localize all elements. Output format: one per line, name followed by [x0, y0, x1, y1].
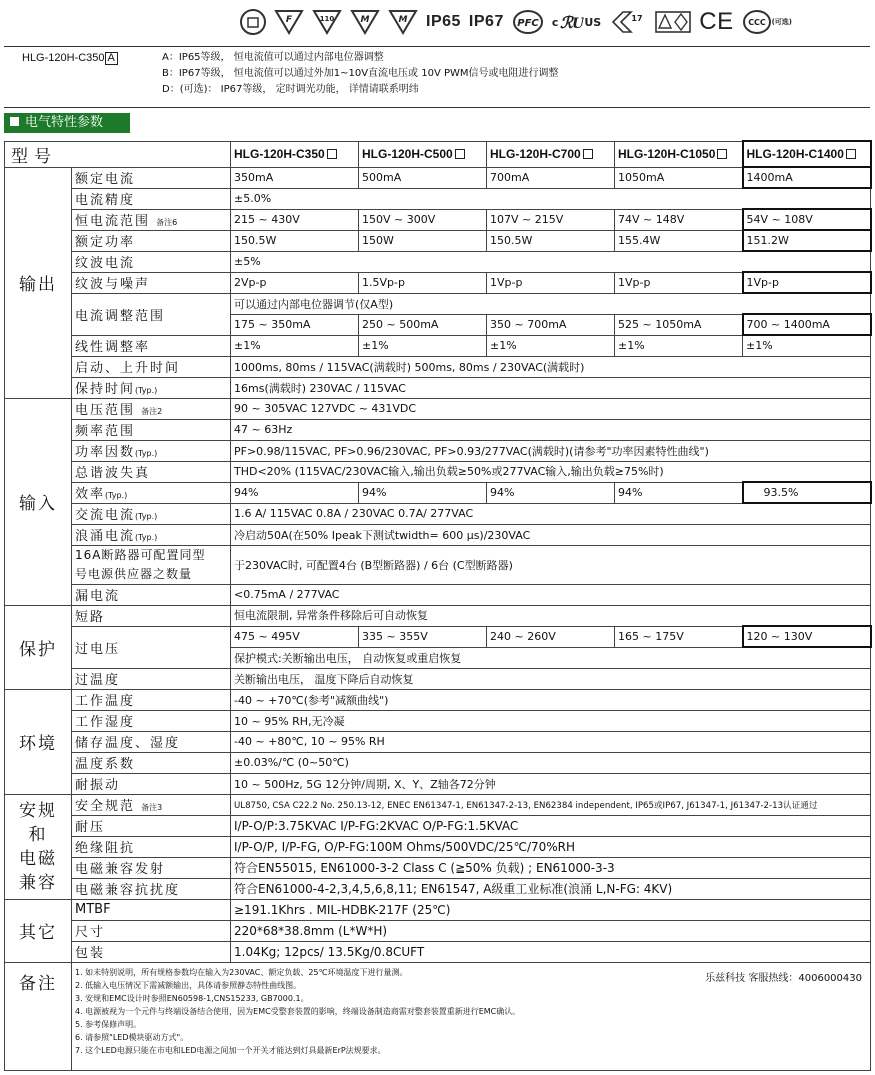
- table-row: [5, 251, 871, 272]
- row-label: [72, 482, 231, 503]
- mm-mark-text: M: [398, 15, 408, 25]
- cell: 107V ~ 215V: [487, 209, 615, 230]
- model-name: [22, 52, 118, 65]
- spec-table: [4, 140, 872, 1071]
- row-label-note: (Typ.): [135, 386, 158, 395]
- checkbox-square-icon: [583, 149, 593, 159]
- header-label: 型号: [5, 141, 231, 167]
- checkbox-square-icon: [846, 149, 856, 159]
- cell: -40 ~ +80℃, 10 ~ 95% RH: [231, 731, 871, 752]
- table-row: [5, 335, 871, 356]
- row-label: 启动、上升时间: [72, 356, 231, 377]
- table-row: [5, 419, 871, 440]
- cell: 525 ~ 1050mA: [615, 314, 743, 335]
- model-notes: [162, 50, 559, 98]
- note-item: 2. 低输入电压情况下需减额输出，具体请参照静态特性曲线图。: [75, 980, 302, 990]
- row-label-line-2: 号电源供应器之数量: [75, 566, 193, 581]
- group-input: 输入: [5, 398, 72, 605]
- table-row: [5, 377, 871, 398]
- row-label-note: 备注3: [141, 803, 163, 812]
- table-row: [5, 668, 871, 689]
- row-label: 额定电流: [72, 167, 231, 188]
- model-note-b: B：IP67等级， 恒电流值可以通过外加1~10V直流电压或 10V PWM信号或电阻进行调整: [162, 68, 559, 79]
- cell: 1.6 A/ 115VAC 0.8A / 230VAC 0.7A/ 277VAC: [231, 503, 871, 524]
- row-label-text: 电压范围: [75, 403, 136, 418]
- cell: 2Vp-p: [231, 272, 359, 293]
- cell: 冷启动50A(在50% Ipeak下测试twidth= 600 μs)/230VAC: [231, 524, 871, 545]
- table-row: [5, 272, 871, 293]
- cell: 240 ~ 260V: [487, 626, 615, 647]
- row-label: 额定功率: [72, 230, 231, 251]
- table-row: [5, 731, 871, 752]
- group-line: 安规: [19, 800, 57, 821]
- ignition-protection-icon: [240, 9, 266, 35]
- row-label: [72, 545, 231, 584]
- cell: ±1%: [487, 335, 615, 356]
- row-label: 电流精度: [72, 188, 231, 209]
- table-row: [5, 899, 871, 920]
- table-row: [5, 626, 871, 647]
- table-row: [5, 689, 871, 710]
- f-mark-icon: [274, 9, 304, 35]
- cell: 保护模式:关断输出电压， 自动恢复或重启恢复: [231, 647, 871, 668]
- row-label: 耐振动: [72, 773, 231, 794]
- row-label-note: (Typ.): [135, 449, 158, 458]
- note-item: 5. 参考保修声明。: [75, 1019, 142, 1029]
- table-row: [5, 293, 871, 314]
- cell: 1.5Vp-p: [359, 272, 487, 293]
- row-label: 纹波与噪声: [72, 272, 231, 293]
- mm-mark-icon: [388, 9, 418, 35]
- checkbox-square-icon: [455, 149, 465, 159]
- row-label-note: (Typ.): [105, 491, 128, 500]
- cell: 250 ~ 500mA: [359, 314, 487, 335]
- header-model-3: [487, 141, 615, 167]
- row-label: 温度系数: [72, 752, 231, 773]
- row-label: 电磁兼容发射: [72, 857, 231, 878]
- cell: 150.5W: [487, 230, 615, 251]
- group-output: 输出: [5, 167, 72, 398]
- group-safety-emc: [5, 794, 72, 899]
- table-row: [5, 752, 871, 773]
- cell: 155.4W: [615, 230, 743, 251]
- cell: 1400mA: [743, 167, 871, 188]
- group-line: 和: [28, 824, 48, 845]
- model-description: [4, 46, 870, 108]
- row-label: 耐压: [72, 815, 231, 836]
- row-label: 频率范围: [72, 419, 231, 440]
- table-row: [5, 461, 871, 482]
- row-label: 电磁兼容抗扰度: [72, 878, 231, 899]
- cell: THD<20% (115VAC/230VAC输入,输出负载≥50%或277VAC输入,输出负载≥75%时): [231, 461, 871, 482]
- table-row: [5, 167, 871, 188]
- ccc-icon: [742, 9, 792, 35]
- group-environment: 环境: [5, 689, 72, 794]
- cell: 165 ~ 175V: [615, 626, 743, 647]
- cell: 1Vp-p: [743, 272, 871, 293]
- row-label: [72, 440, 231, 461]
- row-label-text: 恒电流范围: [75, 214, 151, 229]
- cell: 220*68*38.8mm (L*W*H): [231, 920, 871, 941]
- row-label-note: (Typ.): [135, 533, 158, 542]
- cell: ±5%: [231, 251, 871, 272]
- table-row: [5, 440, 871, 461]
- row-label: 储存温度、湿度: [72, 731, 231, 752]
- row-label-line-1: 16A断路器可配置同型: [75, 547, 206, 562]
- cell: 符合EN61000-4-2,3,4,5,6,8,11; EN61547, A级重工业标准(浪涌 L,N-FG: 4KV): [231, 878, 871, 899]
- cell: 1050mA: [615, 167, 743, 188]
- header-model-4-text: HLG-120H-C1050: [618, 147, 716, 161]
- row-label: [72, 503, 231, 524]
- cell: 94%: [231, 482, 359, 503]
- row-label: 绝缘阻抗: [72, 836, 231, 857]
- cell: ±1%: [743, 335, 871, 356]
- group-line: 兼容: [19, 872, 57, 893]
- note-item: 6. 请参照"LED模块驱动方式"。: [75, 1032, 189, 1042]
- cell: 93.5%: [743, 482, 871, 503]
- 110-mark-icon: [312, 9, 342, 35]
- cell: 475 ~ 495V: [231, 626, 359, 647]
- note-item: 1. 如未特别说明，所有规格参数均在输入为230VAC、额定负载、25℃环境温度下进行量测。: [75, 967, 408, 977]
- ip65-label: IP65: [426, 13, 461, 30]
- cell: 1.04Kg; 12pcs/ 13.5Kg/0.8CUFT: [231, 941, 871, 962]
- cell: 350mA: [231, 167, 359, 188]
- row-label-text: 效率: [75, 487, 106, 502]
- note-item: 4. 电源被视为一个元件与终端设备结合使用，因为EMC受整套装置的影响，终端设备制造商需对整套装置重新进行EMC确认。: [75, 1006, 521, 1016]
- row-label: 线性调整率: [72, 335, 231, 356]
- notes-cell: [72, 962, 871, 1070]
- ce-mark: CE: [699, 8, 734, 35]
- cell: 47 ~ 63Hz: [231, 419, 871, 440]
- cell: ±5.0%: [231, 188, 871, 209]
- row-label: 电流调整范围: [72, 293, 231, 335]
- m-mark-text: M: [360, 15, 370, 25]
- row-label: MTBF: [72, 899, 231, 920]
- customer-hotline: 乐兹科技 客服热线：4006000430: [705, 972, 862, 984]
- ctick-icon: [609, 9, 647, 35]
- cell: 54V ~ 108V: [743, 209, 871, 230]
- row-label: 过电压: [72, 626, 231, 668]
- m-mark-icon: [350, 9, 380, 35]
- row-label: 漏电流: [72, 584, 231, 605]
- row-label: 包装: [72, 941, 231, 962]
- cell: PF>0.98/115VAC, PF>0.96/230VAC, PF>0.93/277VAC(满载时)(请参考"功率因素特性曲线"): [231, 440, 871, 461]
- table-row: [5, 605, 871, 626]
- row-label-text: 安全规范: [75, 799, 136, 814]
- cell: ±0.03%/℃ (0~50℃): [231, 752, 871, 773]
- certification-bar: [240, 6, 870, 38]
- cell: 94%: [615, 482, 743, 503]
- section-title: 电气特性参数: [25, 115, 104, 130]
- cell: 1Vp-p: [487, 272, 615, 293]
- ip67-label: IP67: [468, 13, 504, 30]
- table-row: [5, 815, 871, 836]
- cell: 符合EN55015, EN61000-3-2 Class C (≧50% 负载) ; EN61000-3-3: [231, 857, 871, 878]
- cul-us-text: US: [584, 15, 602, 29]
- cell: 335 ~ 355V: [359, 626, 487, 647]
- header-model-5-text: HLG-120H-C1400: [746, 147, 844, 161]
- svg-text:U: U: [572, 16, 585, 32]
- header-model-1-text: HLG-120H-C350: [234, 147, 325, 161]
- table-row: [5, 962, 871, 1070]
- cell: UL8750, CSA C22.2 No. 250.13-12, ENEC EN61347-1, EN61347-2-13, EN62384 independent, IP65或IP67, J61347-1, J61347-2-13认证通过: [231, 794, 871, 815]
- cell: -40 ~ +70℃(参考"减额曲线"): [231, 689, 871, 710]
- ccc-text: CCC: [747, 18, 766, 27]
- cell: 700mA: [487, 167, 615, 188]
- cell: 可以通过内部电位器调节(仅A型): [231, 293, 871, 314]
- safety-triangle-icon: [655, 10, 691, 34]
- cell: I/P-O/P:3.75KVAC I/P-FG:2KVAC O/P-FG:1.5KVAC: [231, 815, 871, 836]
- cell: 120 ~ 130V: [743, 626, 871, 647]
- ccc-optional: (可选): [771, 18, 792, 26]
- group-notes: 备注: [5, 962, 72, 1070]
- group-protection: 保护: [5, 605, 72, 689]
- cell: 94%: [359, 482, 487, 503]
- cell: 700 ~ 1400mA: [743, 314, 871, 335]
- table-row: [5, 503, 871, 524]
- row-label: 尺寸: [72, 920, 231, 941]
- cell: 94%: [487, 482, 615, 503]
- row-label: 纹波电流: [72, 251, 231, 272]
- header-model-1: [231, 141, 359, 167]
- table-row: [5, 230, 871, 251]
- svg-text:ℛ: ℛ: [560, 13, 574, 32]
- group-others: 其它: [5, 899, 72, 962]
- cell: 1000ms, 80ms / 115VAC(满载时) 500ms, 80ms / 230VAC(满载时): [231, 356, 871, 377]
- row-label-note: (Typ.): [135, 512, 158, 521]
- row-label: 短路: [72, 605, 231, 626]
- table-header-row: [5, 141, 871, 167]
- checkbox-square-icon: [717, 149, 727, 159]
- cul-c-text: c: [551, 15, 559, 29]
- group-line: 电磁: [19, 848, 57, 869]
- cell: 10 ~ 500Hz, 5G 12分钟/周期, X、Y、Z轴各72分钟: [231, 773, 871, 794]
- row-label: [72, 794, 231, 815]
- table-row: [5, 482, 871, 503]
- row-label: 过温度: [72, 668, 231, 689]
- pfc-text: PFC: [517, 18, 539, 29]
- row-label-text: 功率因数: [75, 445, 136, 460]
- table-row: [5, 773, 871, 794]
- f-mark-text: F: [285, 15, 293, 25]
- table-row: [5, 857, 871, 878]
- table-row: [5, 878, 871, 899]
- note-item: 3. 安规和EMC设计时参照EN60598-1,CNS15233, GB7000.1。: [75, 993, 309, 1003]
- cell: 恒电流限制, 异常条件移除后可自动恢复: [231, 605, 871, 626]
- cell: 1Vp-p: [615, 272, 743, 293]
- cell: 350 ~ 700mA: [487, 314, 615, 335]
- row-label: 总谐波失真: [72, 461, 231, 482]
- table-row: [5, 524, 871, 545]
- model-note-d: D：(可选)： IP67等级， 定时调光功能， 详情请联系明纬: [162, 84, 419, 95]
- row-label: [72, 209, 231, 230]
- row-label: 工作湿度: [72, 710, 231, 731]
- table-row: [5, 209, 871, 230]
- model-suffix-box: A: [105, 52, 118, 65]
- row-label-note: 备注6: [156, 218, 178, 227]
- cell: 关断输出电压， 温度下降后自动恢复: [231, 668, 871, 689]
- cell: I/P-O/P, I/P-FG, O/P-FG:100M Ohms/500VDC/25℃/70%RH: [231, 836, 871, 857]
- model-note-a: A：IP65等级， 恒电流值可以通过内部电位器调整: [162, 52, 384, 63]
- header-model-3-text: HLG-120H-C700: [490, 147, 581, 161]
- cell: 500mA: [359, 167, 487, 188]
- note-item: 7. 这个LED电源只能在市电和LED电源之间加一个开关才能达到灯具最新ErP法规要求。: [75, 1045, 386, 1055]
- cell: ≥191.1Khrs . MIL-HDBK-217F (25℃): [231, 899, 871, 920]
- table-row: [5, 941, 871, 962]
- cell: 16ms(满载时) 230VAC / 115VAC: [231, 377, 871, 398]
- cell: 10 ~ 95% RH,无冷凝: [231, 710, 871, 731]
- pfc-icon: [512, 9, 544, 35]
- row-label-text: 浪涌电流: [75, 529, 136, 544]
- square-bullet-icon: [10, 117, 19, 126]
- cell: 150V ~ 300V: [359, 209, 487, 230]
- table-row: [5, 710, 871, 731]
- row-label: [72, 398, 231, 419]
- model-base-name: HLG-120H-C350: [22, 52, 105, 64]
- table-row: [5, 920, 871, 941]
- header-model-2-text: HLG-120H-C500: [362, 147, 453, 161]
- section-heading: [4, 113, 130, 133]
- cell: 74V ~ 148V: [615, 209, 743, 230]
- table-row: [5, 836, 871, 857]
- table-row: [5, 188, 871, 209]
- header-model-2: [359, 141, 487, 167]
- row-label-note: 备注2: [141, 407, 163, 416]
- row-label: 工作温度: [72, 689, 231, 710]
- cul-us-icon: [552, 12, 601, 32]
- table-row: [5, 584, 871, 605]
- cell: 150.5W: [231, 230, 359, 251]
- cell: ±1%: [231, 335, 359, 356]
- table-row: [5, 356, 871, 377]
- cell: 150W: [359, 230, 487, 251]
- row-label-text: 保持时间: [75, 382, 136, 397]
- cell: ±1%: [359, 335, 487, 356]
- cell: 151.2W: [743, 230, 871, 251]
- cell: 于230VAC时, 可配置4台 (B型断路器) / 6台 (C型断路器): [231, 545, 871, 584]
- row-label: [72, 524, 231, 545]
- header-model-5: [743, 141, 871, 167]
- row-label: [72, 377, 231, 398]
- checkbox-square-icon: [327, 149, 337, 159]
- ctick-text: 17: [631, 14, 643, 23]
- header-model-4: [615, 141, 743, 167]
- row-label-text: 交流电流: [75, 508, 136, 523]
- cell: 90 ~ 305VAC 127VDC ~ 431VDC: [231, 398, 871, 419]
- cell: <0.75mA / 277VAC: [231, 584, 871, 605]
- 110-mark-text: 110: [319, 15, 335, 23]
- cell: 215 ~ 430V: [231, 209, 359, 230]
- table-row: [5, 398, 871, 419]
- cell: 175 ~ 350mA: [231, 314, 359, 335]
- cell: ±1%: [615, 335, 743, 356]
- table-row: [5, 794, 871, 815]
